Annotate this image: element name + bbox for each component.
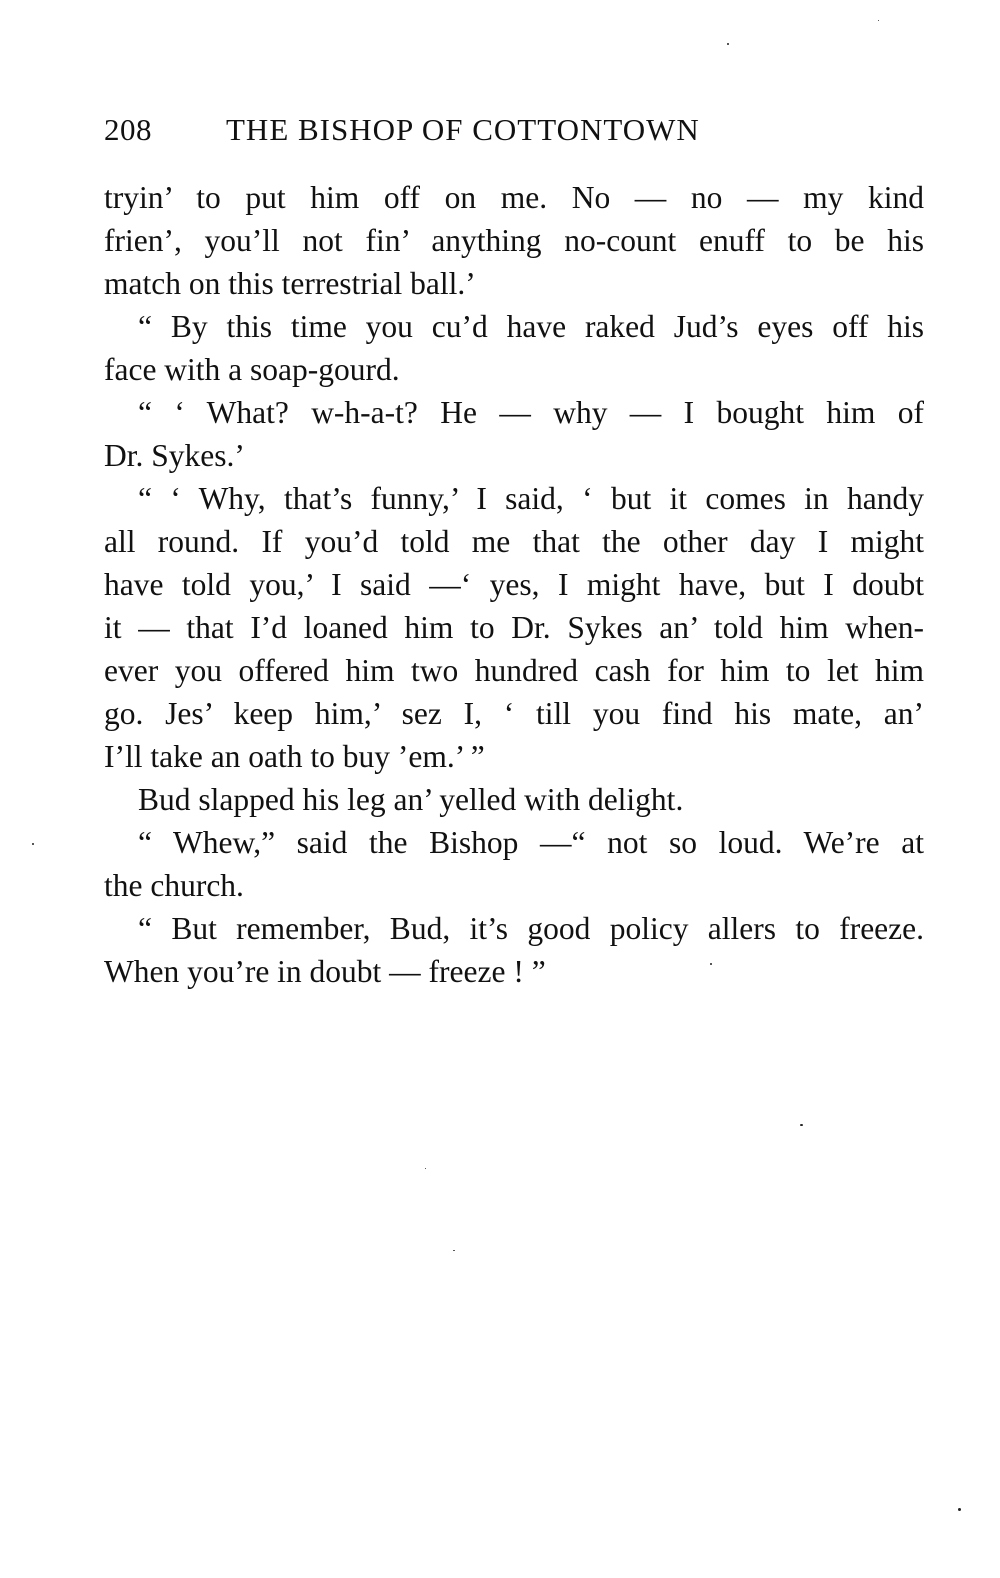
paragraph [104,305,924,391]
text-line: have told you,’ I said —‘ yes, I might have, but I doubt [104,567,924,602]
text-line: I’ll take an oath to buy ’em.’ ” [104,739,485,774]
scan-speck [425,1168,426,1169]
scan-speck [727,43,729,45]
text-line: go. Jes’ keep him,’ sez I, ‘ till you find his mate, an’ [104,696,924,731]
scan-speck [32,843,34,845]
text-line: “ By this time you cu’d have raked Jud’s eyes off his [138,309,924,344]
text-line: When you’re in doubt — freeze ! ” [104,954,546,989]
text-line: “ But remember, Bud, it’s good policy allers to freeze. [138,911,924,946]
text-line: face with a soap-gourd. [104,352,400,387]
text-line: “ Whew,” said the Bishop —“ not so loud. We’re at [138,825,924,860]
text-line: “ ‘ Why, that’s funny,’ I said, ‘ but it comes in handy [138,481,924,516]
text-line: tryin’ to put him off on me. No — no — my kind [104,180,924,215]
page-number: 208 [104,112,152,147]
paragraph [104,176,924,305]
paragraph [104,477,924,778]
book-title: THE BISHOP OF COTTONTOWN [226,112,700,147]
scan-speck [710,963,712,965]
scan-speck [800,1124,803,1126]
text-line: ever you offered him two hundred cash for him to let him [104,653,924,688]
text-line: the church. [104,868,244,903]
body-text [104,176,924,993]
text-line: frien’, you’ll not fin’ anything no-count enuff to be his [104,223,924,258]
paragraph [104,821,924,907]
text-line: it — that I’d loaned him to Dr. Sykes an’ told him when- [104,610,924,645]
text-line: match on this terrestrial ball.’ [104,266,476,301]
scan-speck [878,20,879,21]
paragraph [104,907,924,993]
text-line: Bud slapped his leg an’ yelled with delight. [138,782,684,817]
paragraph [104,778,924,821]
scan-speck [453,1250,455,1251]
text-line: all round. If you’d told me that the other day I might [104,524,924,559]
running-head [104,112,924,156]
paragraph [104,391,924,477]
text-line: Dr. Sykes.’ [104,438,245,473]
scan-speck [958,1508,961,1511]
text-line: “ ‘ What? w-h-a-t? He — why — I bought him of [138,395,924,430]
